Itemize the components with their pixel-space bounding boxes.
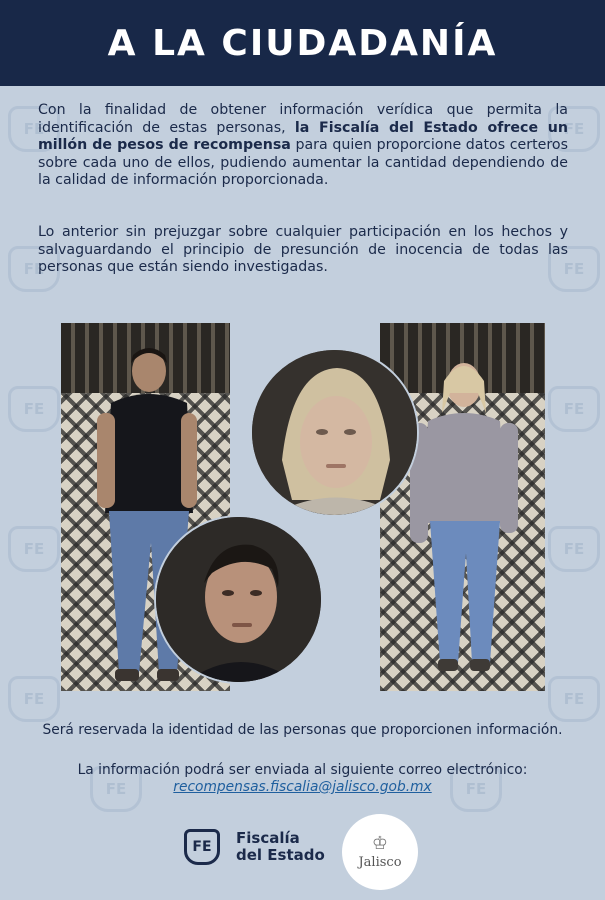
identity-reserved-notice: Será reservada la identidad de las personas que proporcionen información. xyxy=(42,722,563,738)
fe-watermark-icon: FE xyxy=(8,386,60,432)
photo-woman-face-closeup xyxy=(250,348,419,517)
page-title: A LA CIUDADANÍA xyxy=(107,22,498,64)
fe-watermark-icon: FE xyxy=(450,766,502,812)
photo-woman-fullbody xyxy=(380,323,545,691)
fiscalia-logo-line1: Fiscalía xyxy=(236,829,300,847)
fe-watermark-icon: FE xyxy=(8,676,60,722)
fe-watermark-icon: FE xyxy=(8,106,60,152)
fiscalia-logo-text xyxy=(236,830,325,864)
fe-watermark-icon: FE xyxy=(548,386,600,432)
fe-watermark-icon: FE xyxy=(548,526,600,572)
jalisco-logo-text: Jalisco xyxy=(358,854,402,870)
fe-watermark-icon: FE xyxy=(548,676,600,722)
jalisco-logo xyxy=(342,814,418,890)
disclaimer-paragraph: Lo anterior sin prejuzgar sobre cualquier participación en los hechos y salvaguardando el principio de presunción de inocencia de todas las personas que están siendo investigadas. xyxy=(38,224,568,275)
reward-text-highlight: la Fiscalía del Estado ofrece un millón de pesos de recompensa xyxy=(38,119,568,153)
email-container xyxy=(20,779,585,796)
fiscalia-logo-line2: del Estado xyxy=(236,846,325,864)
fiscalia-shield-icon: FE xyxy=(184,829,220,865)
fe-watermark-icon: FE xyxy=(8,526,60,572)
jalisco-crest-icon: ♔ xyxy=(371,832,389,854)
email-link[interactable]: recompensas.fiscalia@jalisco.gob.mx xyxy=(173,779,432,795)
fe-watermark-icon: FE xyxy=(548,246,600,292)
reward-text-intro: Con la finalidad de obtener información verídica que permita la identificación de estas personas, xyxy=(38,102,568,136)
photo-man-face-closeup xyxy=(154,515,323,684)
reward-text-end: para quien proporcione datos certeros sobre cada uno de ellos, pudiendo aumentar la cantidad dependiendo de la calidad de información proporcionada. xyxy=(38,137,568,188)
reward-paragraph xyxy=(38,102,568,190)
header-banner xyxy=(0,0,605,86)
fe-watermark-icon: FE xyxy=(548,106,600,152)
fe-watermark-icon: FE xyxy=(8,246,60,292)
fe-watermark-icon: FE xyxy=(90,766,142,812)
email-intro: La información podrá ser enviada al siguiente correo electrónico: xyxy=(77,762,528,778)
